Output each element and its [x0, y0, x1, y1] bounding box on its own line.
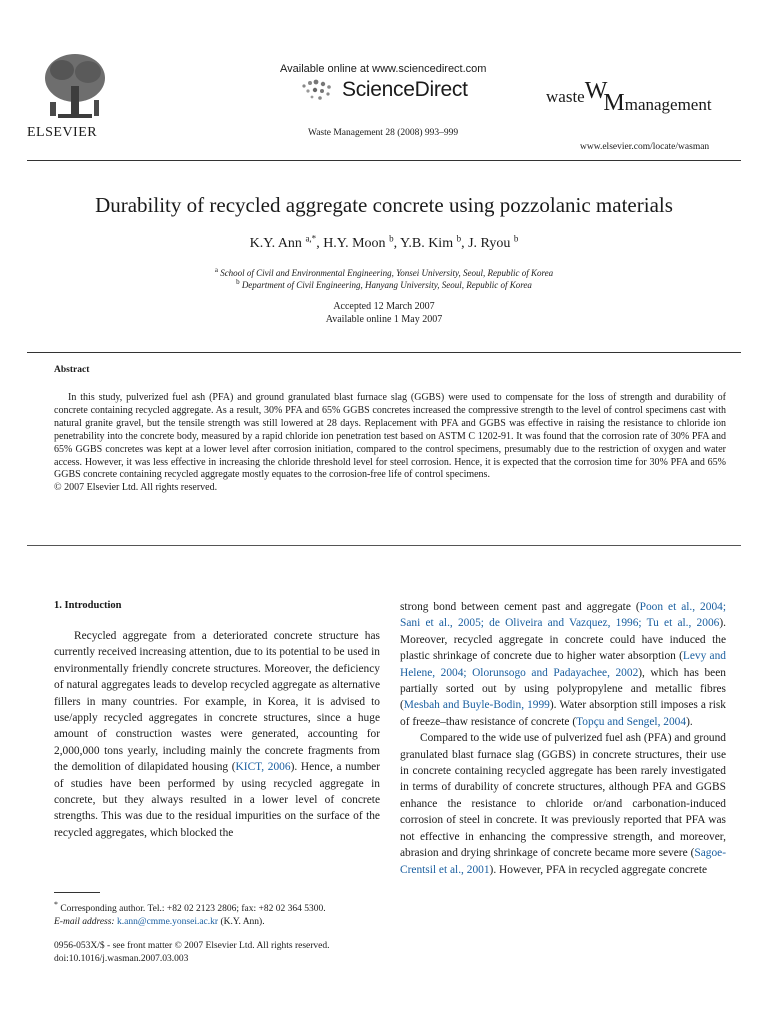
abstract-text: In this study, pulverized fuel ash (PFA) and ground granulated blast furnace slag (GGBS) were used to compensate for the loss of strength and durability of concrete containing recycled aggregate. As a result, 30% PFA and 65% GGBS concretes increased the compressive strength to the level of control specimens cast with natural granite gravel, but the tensile strength was still lowered at 28 days. Replacement with PFA and GGBS was effective in raising the resistance to chloride ion penetrability into the concrete body, measured by a rapid chloride ion penetration test based on ASTM C 1202-91. It was found that the corrosion rate of 30% PFA and 65% GGBS concretes was kept at a lower level after corrosion initiation, compared to the control specimens, presumably due to the restriction of oxygen and water access. However, it was less effective in increasing the chloride threshold level for steel corrosion. Hence, it is expected that the corrosion time for 30% PFA and 65% GGBS concrete containing recycled aggregate mostly equates to the corrosion-free life of control specimens.: [54, 392, 726, 481]
sciencedirect-logo: [300, 78, 468, 102]
journal-logo-m-icon: M: [603, 90, 625, 116]
author: H.Y. Moon $^b$,: [323, 233, 401, 251]
accepted-date: Accepted 12 March 2007: [333, 301, 435, 312]
abstract-copyright: © 2007 Elsevier Ltd. All rights reserved.: [54, 482, 218, 494]
doi-line: doi:10.1016/j.wasman.2007.03.003: [54, 953, 189, 964]
author: J. Ryou $^b$: [468, 233, 519, 251]
citation-link[interactable]: Mesbah and Buyle-Bodin, 1999: [403, 699, 550, 712]
author: Y.B. Kim $^b$,: [400, 233, 469, 251]
abstract-bottom-rule: [27, 545, 741, 546]
citation-link[interactable]: Poon et al., 2004; Sani et al., 2005; de Oliveira and Vazquez, 1996; Tu et al., 2006: [400, 601, 727, 630]
right-column: [400, 599, 726, 878]
elsevier-tree-logo: [40, 50, 110, 127]
journal-logo-waste: waste: [546, 87, 585, 106]
citation-link[interactable]: Sagoe-Crentsil et al., 2001: [400, 847, 726, 876]
article-title: Durability of recycled aggregate concrete using pozzolanic materials: [95, 193, 673, 217]
paragraph: Recycled aggregate from a deteriorated concrete structure has currently received increasing attention, due to its potential to be used in environmentally friendly concrete structures. Moreover, the deficiency of natural aggregates leads to develop recycled aggregate as alternative fillers in many countries. For example, in Korea, it is advised to use/apply recycled aggregates in concrete structures, since a huge amount of construction wastes were generated, accounting for 2,000,000 tons yearly, including mainly the concrete fragments from the demolition of dilapidated housing (KICT, 2006). Hence, a number of studies have been performed by using recycled aggregate in concrete, but they always resulted in a lower level of concrete strengths. This was due to the residual impurities on the surface of the recycled aggregates, which blocked the: [54, 630, 380, 839]
issn-doi: [54, 940, 330, 965]
email-link[interactable]: k.ann@cmme.yonsei.ac.kr: [116, 917, 219, 928]
header-rule: [27, 160, 741, 161]
abstract-top-rule: [27, 352, 741, 353]
sciencedirect-dots-icon: [300, 78, 336, 102]
author: K.Y. Ann $^{a,*}$,: [249, 233, 324, 251]
article-dates: [0, 300, 768, 326]
author-list: [0, 233, 768, 252]
citation-link[interactable]: KICT, 2006: [235, 761, 291, 774]
corresponding-author-footnote: * Corresponding author. Tel.: +82 02 2123 2806; fax: +82 02 364 5300. E-mail address: k.ann@cmme.yonsei.ac.kr (K.Y. Ann).: [54, 900, 326, 928]
citation-link[interactable]: Topçu and Sengel, 2004: [576, 715, 687, 728]
left-column: [54, 628, 380, 841]
affiliation-a: $^a$ School of Civil and Environmental Engineering, Yonsei University, Seoul, Republic of Korea: [214, 266, 554, 278]
affiliation-b: $^b$ Department of Civil Engineering, Hanyang University, Seoul, Republic of Korea: [236, 278, 532, 290]
journal-logo: [546, 78, 712, 116]
paragraph: strong bond between cement past and aggregate (Poon et al., 2004; Sani et al., 2005; de Oliveira and Vazquez, 1996; Tu et al., 2006). Moreover, recycled aggregate in concrete could have induced the plastic shrinkage of concrete due to higher water absorption (Levy and Helene, 2004; Olorunsogo and Padayachee, 2002), which has been partially sorted out by using polypropylene and metallic fibres (Mesbah and Buyle-Bodin, 1999). Water absorption still imposes a risk of freeze–thaw resistance of concrete (Topçu and Sengel, 2004).: [400, 601, 727, 728]
abstract-body: [54, 392, 726, 495]
available-date: Available online 1 May 2007: [325, 314, 443, 325]
journal-reference: Waste Management 28 (2008) 993–999: [308, 128, 459, 138]
journal-logo-w-icon: W: [584, 78, 608, 104]
footnote-rule: [54, 892, 100, 893]
citation-link[interactable]: Levy and Helene, 2004; Olorunsogo and Padayachee, 2002: [400, 650, 726, 679]
sciencedirect-wordmark: ScienceDirect: [342, 78, 468, 101]
publisher-name: ELSEVIER: [27, 125, 98, 140]
journal-logo-management: management: [624, 95, 712, 114]
paragraph: Compared to the wide use of pulverized fuel ash (PFA) and ground granulated blast furnace slag (GGBS) in concrete structures, their use in concrete containing recycled aggregate has been rarely investigated in terms of durability of concrete structures, although PFA and GGBS enhance the resistance to chloride or/and carbonation-induced corrosion of steel in concrete. It was previously reported that PFA was not effective in enhancing the compressive strength, and moreover, abrasion and drying shrinkage of concrete became more severe (Sagoe-Crentsil et al., 2001). However, PFA in recycled aggregate concrete: [400, 732, 726, 876]
available-online-text: Available online at www.sciencedirect.com: [280, 63, 487, 75]
abstract-heading: Abstract: [54, 365, 90, 375]
section-heading-introduction: 1. Introduction: [54, 600, 122, 611]
journal-url[interactable]: www.elsevier.com/locate/wasman: [580, 142, 710, 152]
issn-line: 0956-053X/$ - see front matter © 2007 Elsevier Ltd. All rights reserved.: [54, 941, 330, 951]
